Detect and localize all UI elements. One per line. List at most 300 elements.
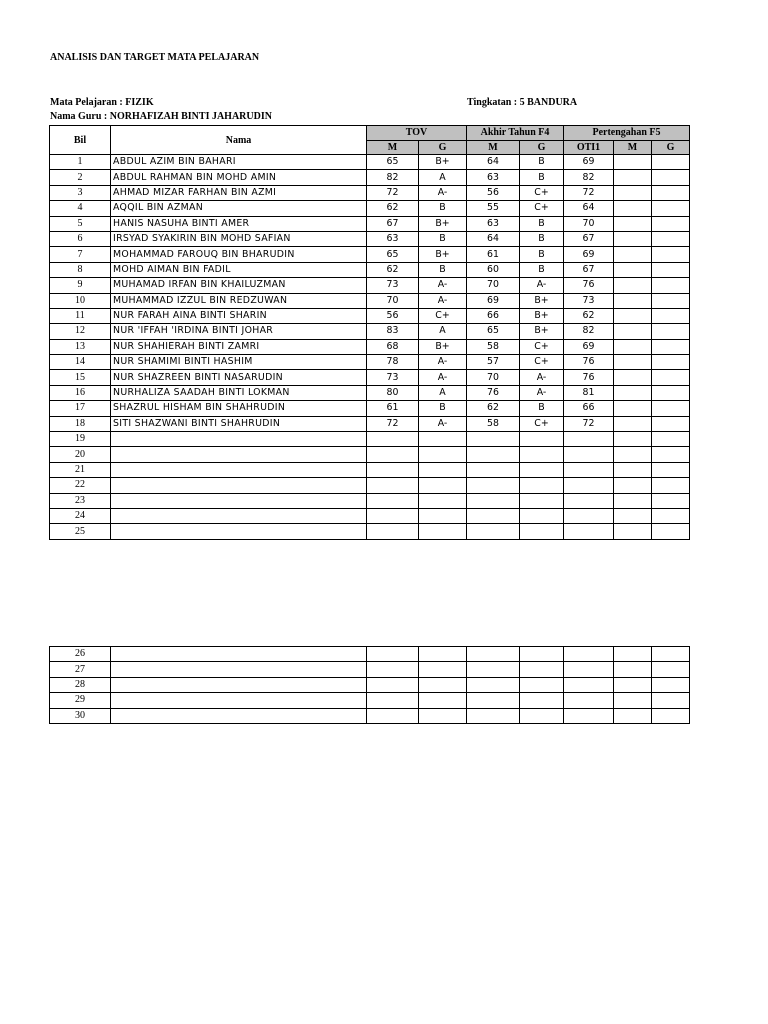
f5-mark-cell: [614, 493, 652, 508]
f4-mark-cell: 76: [467, 385, 520, 400]
tov-grade-cell: [419, 493, 467, 508]
sub-header-tov-g: G: [419, 140, 467, 155]
f5-mark-cell: [614, 708, 652, 723]
tov-mark-cell: 67: [367, 216, 419, 231]
tov-mark-cell: 70: [367, 293, 419, 308]
f4-grade-cell: C+: [520, 339, 564, 354]
f4-mark-cell: 70: [467, 278, 520, 293]
f5-mark-cell: [614, 677, 652, 692]
sub-header-f4-g: G: [520, 140, 564, 155]
row-number-cell: 30: [50, 708, 111, 723]
f4-mark-cell: [467, 693, 520, 708]
oti1-mark-cell: 76: [564, 370, 614, 385]
table-row: [50, 155, 690, 170]
tov-grade-cell: [419, 524, 467, 539]
student-name-cell: AHMAD MIZAR FARHAN BIN AZMI: [111, 185, 367, 200]
row-number-cell: 26: [50, 647, 111, 662]
tov-grade-cell: [419, 462, 467, 477]
row-number-cell: 18: [50, 416, 111, 431]
f4-mark-cell: 63: [467, 216, 520, 231]
table-row: [50, 478, 690, 493]
student-name-cell: IRSYAD SYAKIRIN BIN MOHD SAFIAN: [111, 231, 367, 246]
table-row: [50, 662, 690, 677]
table-row: [50, 170, 690, 185]
oti1-mark-cell: [564, 462, 614, 477]
student-name-cell: [111, 693, 367, 708]
student-name-cell: [111, 447, 367, 462]
f4-grade-cell: A-: [520, 385, 564, 400]
tov-mark-cell: 65: [367, 247, 419, 262]
f4-mark-cell: 58: [467, 416, 520, 431]
f4-grade-cell: B+: [520, 308, 564, 323]
student-name-cell: [111, 708, 367, 723]
f5-mark-cell: [614, 355, 652, 370]
tov-grade-cell: A-: [419, 355, 467, 370]
oti1-mark-cell: 76: [564, 355, 614, 370]
oti1-mark-cell: 69: [564, 339, 614, 354]
oti1-mark-cell: 64: [564, 201, 614, 216]
f5-grade-cell: [652, 355, 690, 370]
table-row: [50, 524, 690, 539]
tov-grade-cell: A: [419, 385, 467, 400]
oti1-mark-cell: 70: [564, 216, 614, 231]
f4-grade-cell: [520, 493, 564, 508]
f5-mark-cell: [614, 216, 652, 231]
row-number-cell: 20: [50, 447, 111, 462]
f5-mark-cell: [614, 401, 652, 416]
page-title: ANALISIS DAN TARGET MATA PELAJARAN: [50, 52, 260, 63]
f5-mark-cell: [614, 508, 652, 523]
sub-header-f5-g: G: [652, 140, 690, 155]
f5-grade-cell: [652, 524, 690, 539]
student-name-cell: [111, 524, 367, 539]
row-number-cell: 28: [50, 677, 111, 692]
tov-mark-cell: [367, 432, 419, 447]
f4-grade-cell: B: [520, 231, 564, 246]
tov-grade-cell: C+: [419, 308, 467, 323]
tov-grade-cell: [419, 693, 467, 708]
level-label: Tingkatan : 5 BANDURA: [467, 97, 578, 108]
student-name-cell: ABDUL AZIM BIN BAHARI: [111, 155, 367, 170]
table-row: [50, 647, 690, 662]
table-row: [50, 216, 690, 231]
f5-grade-cell: [652, 324, 690, 339]
f5-mark-cell: [614, 308, 652, 323]
f4-mark-cell: 61: [467, 247, 520, 262]
table-row: [50, 693, 690, 708]
oti1-mark-cell: 82: [564, 324, 614, 339]
f5-grade-cell: [652, 708, 690, 723]
tov-grade-cell: A: [419, 170, 467, 185]
f4-mark-cell: [467, 524, 520, 539]
student-name-cell: [111, 493, 367, 508]
tov-mark-cell: 65: [367, 155, 419, 170]
tov-mark-cell: [367, 647, 419, 662]
tov-grade-cell: B: [419, 401, 467, 416]
f5-mark-cell: [614, 231, 652, 246]
row-number-cell: 12: [50, 324, 111, 339]
f4-grade-cell: C+: [520, 355, 564, 370]
tov-mark-cell: [367, 447, 419, 462]
subject-label: Mata Pelajaran : FIZIK: [50, 97, 154, 108]
table-row: [50, 293, 690, 308]
f4-mark-cell: 57: [467, 355, 520, 370]
oti1-mark-cell: 66: [564, 401, 614, 416]
tov-grade-cell: [419, 677, 467, 692]
f5-mark-cell: [614, 385, 652, 400]
row-number-cell: 8: [50, 262, 111, 277]
tov-grade-cell: B: [419, 201, 467, 216]
row-number-cell: 16: [50, 385, 111, 400]
oti1-mark-cell: 67: [564, 262, 614, 277]
f4-mark-cell: [467, 508, 520, 523]
f5-mark-cell: [614, 339, 652, 354]
f5-mark-cell: [614, 432, 652, 447]
sub-header-f4-m: M: [467, 140, 520, 155]
f5-grade-cell: [652, 677, 690, 692]
tov-mark-cell: 82: [367, 170, 419, 185]
row-number-cell: 3: [50, 185, 111, 200]
row-number-cell: 4: [50, 201, 111, 216]
oti1-mark-cell: [564, 432, 614, 447]
row-number-cell: 23: [50, 493, 111, 508]
row-number-cell: 22: [50, 478, 111, 493]
student-name-cell: MOHD AIMAN BIN FADIL: [111, 262, 367, 277]
f5-grade-cell: [652, 416, 690, 431]
tov-mark-cell: 62: [367, 201, 419, 216]
table-row: [50, 508, 690, 523]
table-row: [50, 462, 690, 477]
tov-mark-cell: [367, 662, 419, 677]
tov-grade-cell: B: [419, 262, 467, 277]
tov-mark-cell: 73: [367, 370, 419, 385]
student-name-cell: NUR 'IFFAH 'IRDINA BINTI JOHAR: [111, 324, 367, 339]
f5-mark-cell: [614, 416, 652, 431]
f5-grade-cell: [652, 170, 690, 185]
sub-header-f5-m: M: [614, 140, 652, 155]
f5-mark-cell: [614, 370, 652, 385]
row-number-cell: 15: [50, 370, 111, 385]
f4-grade-cell: [520, 524, 564, 539]
table-row: [50, 355, 690, 370]
table-row: [50, 708, 690, 723]
f4-grade-cell: A-: [520, 370, 564, 385]
tov-grade-cell: A: [419, 324, 467, 339]
f4-grade-cell: [520, 462, 564, 477]
f5-grade-cell: [652, 262, 690, 277]
f5-mark-cell: [614, 155, 652, 170]
f4-grade-cell: B: [520, 247, 564, 262]
tov-mark-cell: 73: [367, 278, 419, 293]
row-number-cell: 1: [50, 155, 111, 170]
f4-mark-cell: [467, 462, 520, 477]
row-number-cell: 27: [50, 662, 111, 677]
col-header-bil: Bil: [50, 126, 111, 155]
f5-mark-cell: [614, 262, 652, 277]
tov-grade-cell: [419, 662, 467, 677]
tov-mark-cell: 80: [367, 385, 419, 400]
oti1-mark-cell: 62: [564, 308, 614, 323]
student-name-cell: [111, 677, 367, 692]
table-row: [50, 432, 690, 447]
f5-grade-cell: [652, 647, 690, 662]
table-row: [50, 385, 690, 400]
sub-header-oti1: OTI1: [564, 140, 614, 155]
table-row: [50, 278, 690, 293]
tov-grade-cell: B+: [419, 339, 467, 354]
f5-grade-cell: [652, 247, 690, 262]
f4-grade-cell: [520, 508, 564, 523]
f5-mark-cell: [614, 662, 652, 677]
f4-mark-cell: 70: [467, 370, 520, 385]
table-row: [50, 185, 690, 200]
f4-mark-cell: 64: [467, 155, 520, 170]
table-row: [50, 447, 690, 462]
table-row: [50, 247, 690, 262]
f5-mark-cell: [614, 247, 652, 262]
sub-header-tov-m: M: [367, 140, 419, 155]
f4-grade-cell: [520, 693, 564, 708]
student-name-cell: MUHAMAD IRFAN BIN KHAILUZMAN: [111, 278, 367, 293]
f4-grade-cell: B: [520, 170, 564, 185]
f4-grade-cell: [520, 447, 564, 462]
f5-grade-cell: [652, 293, 690, 308]
f4-mark-cell: [467, 493, 520, 508]
row-number-cell: 25: [50, 524, 111, 539]
f4-grade-cell: B: [520, 155, 564, 170]
student-name-cell: NUR SHAMIMI BINTI HASHIM: [111, 355, 367, 370]
student-name-cell: NUR SHAZREEN BINTI NASARUDIN: [111, 370, 367, 385]
oti1-mark-cell: 69: [564, 247, 614, 262]
f5-mark-cell: [614, 524, 652, 539]
table-row: [50, 493, 690, 508]
f5-mark-cell: [614, 462, 652, 477]
f5-grade-cell: [652, 493, 690, 508]
student-name-cell: [111, 647, 367, 662]
oti1-mark-cell: 76: [564, 278, 614, 293]
table-row: [50, 416, 690, 431]
f4-grade-cell: [520, 662, 564, 677]
oti1-mark-cell: [564, 677, 614, 692]
tov-mark-cell: [367, 693, 419, 708]
table-row: [50, 370, 690, 385]
tov-grade-cell: B+: [419, 247, 467, 262]
f4-grade-cell: C+: [520, 201, 564, 216]
f4-grade-cell: B: [520, 401, 564, 416]
oti1-mark-cell: 82: [564, 170, 614, 185]
f4-grade-cell: C+: [520, 185, 564, 200]
tov-grade-cell: A-: [419, 185, 467, 200]
f5-grade-cell: [652, 447, 690, 462]
teacher-label: Nama Guru : NORHAFIZAH BINTI JAHARUDIN: [50, 111, 272, 122]
student-name-cell: MOHAMMAD FAROUQ BIN BHARUDIN: [111, 247, 367, 262]
tov-grade-cell: A-: [419, 293, 467, 308]
tov-mark-cell: 62: [367, 262, 419, 277]
tov-mark-cell: 72: [367, 185, 419, 200]
group-header-akhir-tahun: Akhir Tahun F4: [467, 126, 564, 141]
f5-mark-cell: [614, 447, 652, 462]
oti1-mark-cell: [564, 447, 614, 462]
oti1-mark-cell: 72: [564, 416, 614, 431]
row-number-cell: 7: [50, 247, 111, 262]
row-number-cell: 13: [50, 339, 111, 354]
results-table: [49, 125, 690, 540]
tov-grade-cell: A-: [419, 370, 467, 385]
f4-grade-cell: C+: [520, 416, 564, 431]
oti1-mark-cell: [564, 524, 614, 539]
tov-mark-cell: 56: [367, 308, 419, 323]
f5-mark-cell: [614, 170, 652, 185]
f5-grade-cell: [652, 693, 690, 708]
f5-grade-cell: [652, 155, 690, 170]
f5-grade-cell: [652, 508, 690, 523]
f5-grade-cell: [652, 278, 690, 293]
tov-grade-cell: A-: [419, 416, 467, 431]
f4-grade-cell: [520, 677, 564, 692]
table-row: [50, 324, 690, 339]
f5-grade-cell: [652, 401, 690, 416]
extra-rows-table: [49, 646, 690, 724]
student-name-cell: NURHALIZA SAADAH BINTI LOKMAN: [111, 385, 367, 400]
tov-mark-cell: [367, 493, 419, 508]
f5-mark-cell: [614, 293, 652, 308]
f5-grade-cell: [652, 216, 690, 231]
tov-grade-cell: [419, 508, 467, 523]
tov-grade-cell: B: [419, 231, 467, 246]
row-number-cell: 14: [50, 355, 111, 370]
f4-grade-cell: [520, 647, 564, 662]
f4-mark-cell: 64: [467, 231, 520, 246]
table-row: [50, 339, 690, 354]
student-name-cell: NUR SHAHIERAH BINTI ZAMRI: [111, 339, 367, 354]
f4-grade-cell: A-: [520, 278, 564, 293]
f5-mark-cell: [614, 693, 652, 708]
tov-grade-cell: [419, 647, 467, 662]
tov-grade-cell: [419, 708, 467, 723]
f4-mark-cell: 58: [467, 339, 520, 354]
tov-mark-cell: [367, 478, 419, 493]
f5-mark-cell: [614, 324, 652, 339]
student-name-cell: [111, 478, 367, 493]
f4-mark-cell: 69: [467, 293, 520, 308]
f5-grade-cell: [652, 385, 690, 400]
f4-mark-cell: [467, 708, 520, 723]
student-name-cell: [111, 432, 367, 447]
group-header-pertengahan: Pertengahan F5: [564, 126, 690, 141]
f5-grade-cell: [652, 185, 690, 200]
f5-grade-cell: [652, 370, 690, 385]
oti1-mark-cell: [564, 708, 614, 723]
oti1-mark-cell: 69: [564, 155, 614, 170]
row-number-cell: 29: [50, 693, 111, 708]
table-row: [50, 677, 690, 692]
row-number-cell: 11: [50, 308, 111, 323]
f4-mark-cell: 66: [467, 308, 520, 323]
group-header-tov: TOV: [367, 126, 467, 141]
f5-grade-cell: [652, 432, 690, 447]
tov-mark-cell: 68: [367, 339, 419, 354]
student-name-cell: MUHAMMAD IZZUL BIN REDZUWAN: [111, 293, 367, 308]
f4-grade-cell: [520, 478, 564, 493]
student-name-cell: [111, 508, 367, 523]
f5-mark-cell: [614, 185, 652, 200]
f4-mark-cell: 56: [467, 185, 520, 200]
table-row: [50, 262, 690, 277]
row-number-cell: 5: [50, 216, 111, 231]
student-name-cell: NUR FARAH AINA BINTI SHARIN: [111, 308, 367, 323]
tov-mark-cell: [367, 462, 419, 477]
tov-mark-cell: [367, 708, 419, 723]
table-row: [50, 201, 690, 216]
student-name-cell: [111, 462, 367, 477]
f4-grade-cell: [520, 708, 564, 723]
f5-grade-cell: [652, 201, 690, 216]
f4-mark-cell: [467, 432, 520, 447]
f5-grade-cell: [652, 662, 690, 677]
oti1-mark-cell: 73: [564, 293, 614, 308]
f4-mark-cell: [467, 447, 520, 462]
f5-mark-cell: [614, 201, 652, 216]
f5-grade-cell: [652, 231, 690, 246]
f4-grade-cell: B: [520, 262, 564, 277]
student-name-cell: [111, 662, 367, 677]
f4-mark-cell: 60: [467, 262, 520, 277]
f4-mark-cell: [467, 662, 520, 677]
tov-grade-cell: [419, 432, 467, 447]
tov-grade-cell: B+: [419, 216, 467, 231]
oti1-mark-cell: 72: [564, 185, 614, 200]
f4-mark-cell: 65: [467, 324, 520, 339]
oti1-mark-cell: 81: [564, 385, 614, 400]
student-name-cell: SHAZRUL HISHAM BIN SHAHRUDIN: [111, 401, 367, 416]
f4-grade-cell: B+: [520, 293, 564, 308]
tov-mark-cell: 78: [367, 355, 419, 370]
tov-mark-cell: 61: [367, 401, 419, 416]
f5-grade-cell: [652, 339, 690, 354]
row-number-cell: 21: [50, 462, 111, 477]
f4-mark-cell: [467, 677, 520, 692]
f5-grade-cell: [652, 308, 690, 323]
f5-mark-cell: [614, 478, 652, 493]
tov-mark-cell: 63: [367, 231, 419, 246]
oti1-mark-cell: [564, 662, 614, 677]
f4-mark-cell: 55: [467, 201, 520, 216]
tov-grade-cell: B+: [419, 155, 467, 170]
row-number-cell: 24: [50, 508, 111, 523]
f5-grade-cell: [652, 462, 690, 477]
table-row: [50, 308, 690, 323]
row-number-cell: 19: [50, 432, 111, 447]
col-header-nama: Nama: [111, 126, 367, 155]
tov-grade-cell: [419, 447, 467, 462]
f4-mark-cell: [467, 478, 520, 493]
oti1-mark-cell: [564, 647, 614, 662]
f4-grade-cell: [520, 432, 564, 447]
row-number-cell: 10: [50, 293, 111, 308]
tov-mark-cell: 83: [367, 324, 419, 339]
tov-grade-cell: A-: [419, 278, 467, 293]
oti1-mark-cell: [564, 478, 614, 493]
f4-grade-cell: B: [520, 216, 564, 231]
table-row: [50, 401, 690, 416]
student-name-cell: AQQIL BIN AZMAN: [111, 201, 367, 216]
tov-mark-cell: [367, 677, 419, 692]
f5-mark-cell: [614, 647, 652, 662]
tov-mark-cell: 72: [367, 416, 419, 431]
oti1-mark-cell: [564, 693, 614, 708]
student-name-cell: ABDUL RAHMAN BIN MOHD AMIN: [111, 170, 367, 185]
f5-grade-cell: [652, 478, 690, 493]
